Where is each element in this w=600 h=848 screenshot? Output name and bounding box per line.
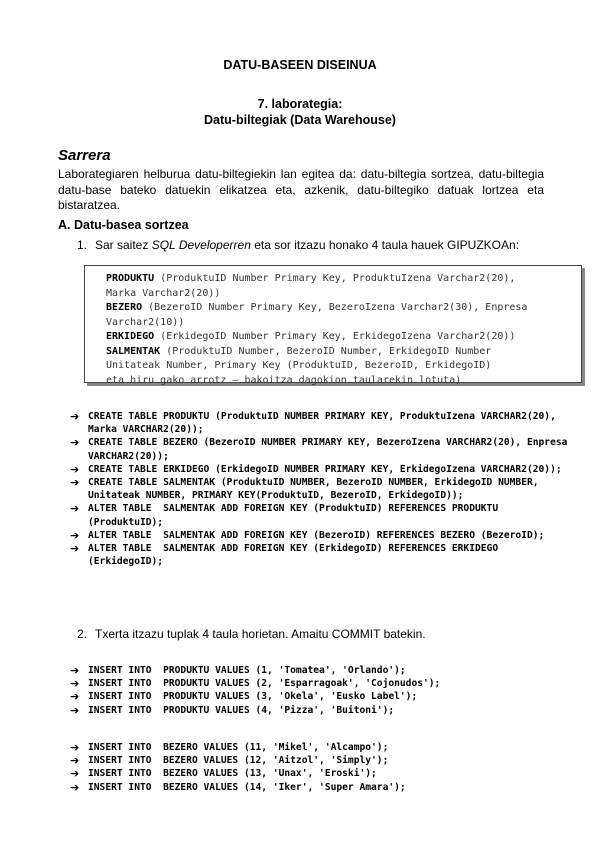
sql-text: INSERT INTO PRODUKTU VALUES (1, 'Tomatea', 'Orlando');: [88, 665, 406, 676]
step-text-pre: Sar saitez: [95, 238, 152, 252]
step-text-emph: SQL Developerren: [151, 238, 251, 252]
table-name: BEZERO: [106, 302, 143, 313]
schema-definition: eta hiru gako arrotz – bakoitza dagokion taularekin lotuta): [106, 374, 462, 386]
arrow-bullet-icon: ➔: [70, 780, 80, 794]
arrow-bullet-icon: ➔: [70, 476, 80, 490]
schema-line: [106, 345, 576, 360]
schema-lines: [106, 272, 576, 388]
sql-text: INSERT INTO BEZERO VALUES (12, 'Aitzol', 'Simply');: [88, 755, 389, 767]
table-name: SALMENTAK: [106, 345, 161, 357]
sql-text: CREATE TABLE PRODUKTU (ProduktuID NUMBER PRIMARY KEY, ProduktuIzena VARCHAR2(20), Marka VARCHAR2(20));: [88, 411, 562, 436]
schema-definition: (ErkidegoID Number Primary Key, ErkidegoIzena Varchar2(20)): [154, 331, 516, 342]
sql-text: CREATE TABLE BEZERO (BezeroID NUMBER PRIMARY KEY, BezeroIzena VARCHAR2(20), Enpresa VARCHAR2(20));: [88, 437, 574, 462]
schema-line: [106, 301, 576, 316]
sql-statement: [70, 741, 570, 754]
lab-subtitle: Datu-biltegiak (Data Warehouse): [204, 113, 396, 127]
schema-box: [84, 265, 582, 386]
sql-text: ALTER TABLE SALMENTAK ADD FOREIGN KEY (ProduktuID) REFERENCES PRODUKTU (ProduktuID);: [88, 503, 504, 528]
schema-definition: (BezeroID Number Primary Key, BezeroIzena Varchar2(30), Enpresa: [142, 302, 528, 313]
schema-definition: Varchar2(10)): [106, 316, 185, 328]
arrow-bullet-icon: ➔: [70, 528, 80, 542]
schema-line: [106, 272, 576, 287]
step-number: 1.: [77, 238, 88, 252]
sql-statement: [70, 754, 570, 767]
sql-text: CREATE TABLE SALMENTAK (ProduktuID NUMBER, BezeroID NUMBER, ErkidegoID NUMBER, Unitateak NUMBER, PRIMARY KEY(ProduktuID, BezeroID, ErkidegoID));: [88, 477, 545, 502]
create-statements-list: [70, 410, 574, 568]
step-text: Txerta itzazu tuplak 4 taula horietan. Amaitu COMMIT batekin.: [95, 627, 426, 641]
sql-statement: [70, 677, 570, 690]
arrow-bullet-icon: ➔: [70, 677, 80, 691]
sql-text: INSERT INTO BEZERO VALUES (11, 'Mikel', 'Alcampo');: [88, 742, 389, 753]
schema-line: [106, 359, 576, 374]
sql-statement: [70, 529, 570, 542]
sql-statement: [70, 781, 570, 794]
sql-statement: [70, 463, 570, 476]
step-number: 2.: [77, 627, 88, 641]
document-title: DATU-BASEEN DISEINUA: [223, 58, 377, 72]
schema-definition: (ProduktuID Number Primary Key, ProduktuIzena Varchar2(20),: [154, 273, 516, 284]
intro-paragraph: Laborategiaren helburua datu-biltegiekin lan egitea da: datu-biltegia sortzea, datu-biltegia datu-base bateko datuekin elikatzea eta, azkenik, datu-biltegiko datuak lortzea eta bistaratzea.: [58, 167, 544, 212]
insert-produktu-list: [70, 664, 570, 717]
arrow-bullet-icon: ➔: [70, 754, 80, 768]
schema-line: [106, 374, 576, 389]
arrow-bullet-icon: ➔: [70, 690, 80, 704]
arrow-bullet-icon: ➔: [70, 664, 80, 677]
schema-line: [106, 330, 576, 345]
table-name: PRODUKTU: [106, 273, 155, 284]
step-1: [77, 238, 519, 252]
arrow-bullet-icon: ➔: [70, 410, 80, 423]
sql-text: ALTER TABLE SALMENTAK ADD FOREIGN KEY (ErkidegoID) REFERENCES ERKIDEGO (ErkidegoID);: [88, 543, 504, 568]
sql-text: INSERT INTO BEZERO VALUES (14, 'Iker', 'Super Amara');: [88, 781, 406, 793]
arrow-bullet-icon: ➔: [70, 436, 80, 450]
sql-statement: [70, 410, 570, 436]
insert-bezero-list: [70, 741, 570, 794]
step-text-post: eta sor itzazu honako 4 taula hauek GIPUZKOAn:: [250, 238, 520, 252]
sql-text: ALTER TABLE SALMENTAK ADD FOREIGN KEY (BezeroID) REFERENCES BEZERO (BezeroID);: [88, 529, 545, 541]
sql-text: CREATE TABLE ERKIDEGO (ErkidegoID NUMBER PRIMARY KEY, ErkidegoIzena VARCHAR2(20));: [88, 463, 562, 475]
table-name: ERKIDEGO: [106, 331, 155, 342]
schema-definition: Unitateak Number, Primary Key (ProduktuID, BezeroID, ErkidegoID): [106, 360, 492, 371]
arrow-bullet-icon: ➔: [70, 767, 80, 781]
sql-statement: [70, 767, 570, 780]
sql-text: INSERT INTO PRODUKTU VALUES (3, 'Okela', 'Eusko Label');: [88, 691, 418, 703]
sql-text: INSERT INTO PRODUKTU VALUES (2, 'Esparragoak', 'Cojonudos');: [88, 678, 441, 690]
step-2: [77, 627, 426, 641]
schema-line: [106, 316, 576, 331]
sql-statement: [70, 690, 570, 703]
sql-statement: [70, 664, 570, 677]
arrow-bullet-icon: ➔: [70, 741, 80, 754]
intro-heading: Sarrera: [58, 147, 111, 164]
section-a-heading: A. Datu-basea sortzea: [58, 218, 189, 232]
sql-statement: [70, 542, 570, 568]
sql-text: INSERT INTO PRODUKTU VALUES (4, 'Pizza', 'Buitoni');: [88, 704, 395, 716]
schema-definition: Marka Varchar2(20)): [106, 287, 221, 299]
sql-text: INSERT INTO BEZERO VALUES (13, 'Unax', 'Eroski');: [88, 768, 377, 780]
arrow-bullet-icon: ➔: [70, 462, 80, 476]
schema-definition: (ProduktuID Number, BezeroID Number, ErkidegoID Number: [160, 345, 492, 357]
schema-line: [106, 287, 576, 302]
sql-statement: [70, 704, 570, 717]
arrow-bullet-icon: ➔: [70, 703, 80, 717]
arrow-bullet-icon: ➔: [70, 542, 80, 556]
sql-statement: [70, 502, 570, 528]
sql-statement: [70, 476, 570, 502]
sql-statement: [70, 436, 574, 462]
lab-number: 7. laborategia:: [257, 97, 343, 111]
arrow-bullet-icon: ➔: [70, 502, 80, 516]
